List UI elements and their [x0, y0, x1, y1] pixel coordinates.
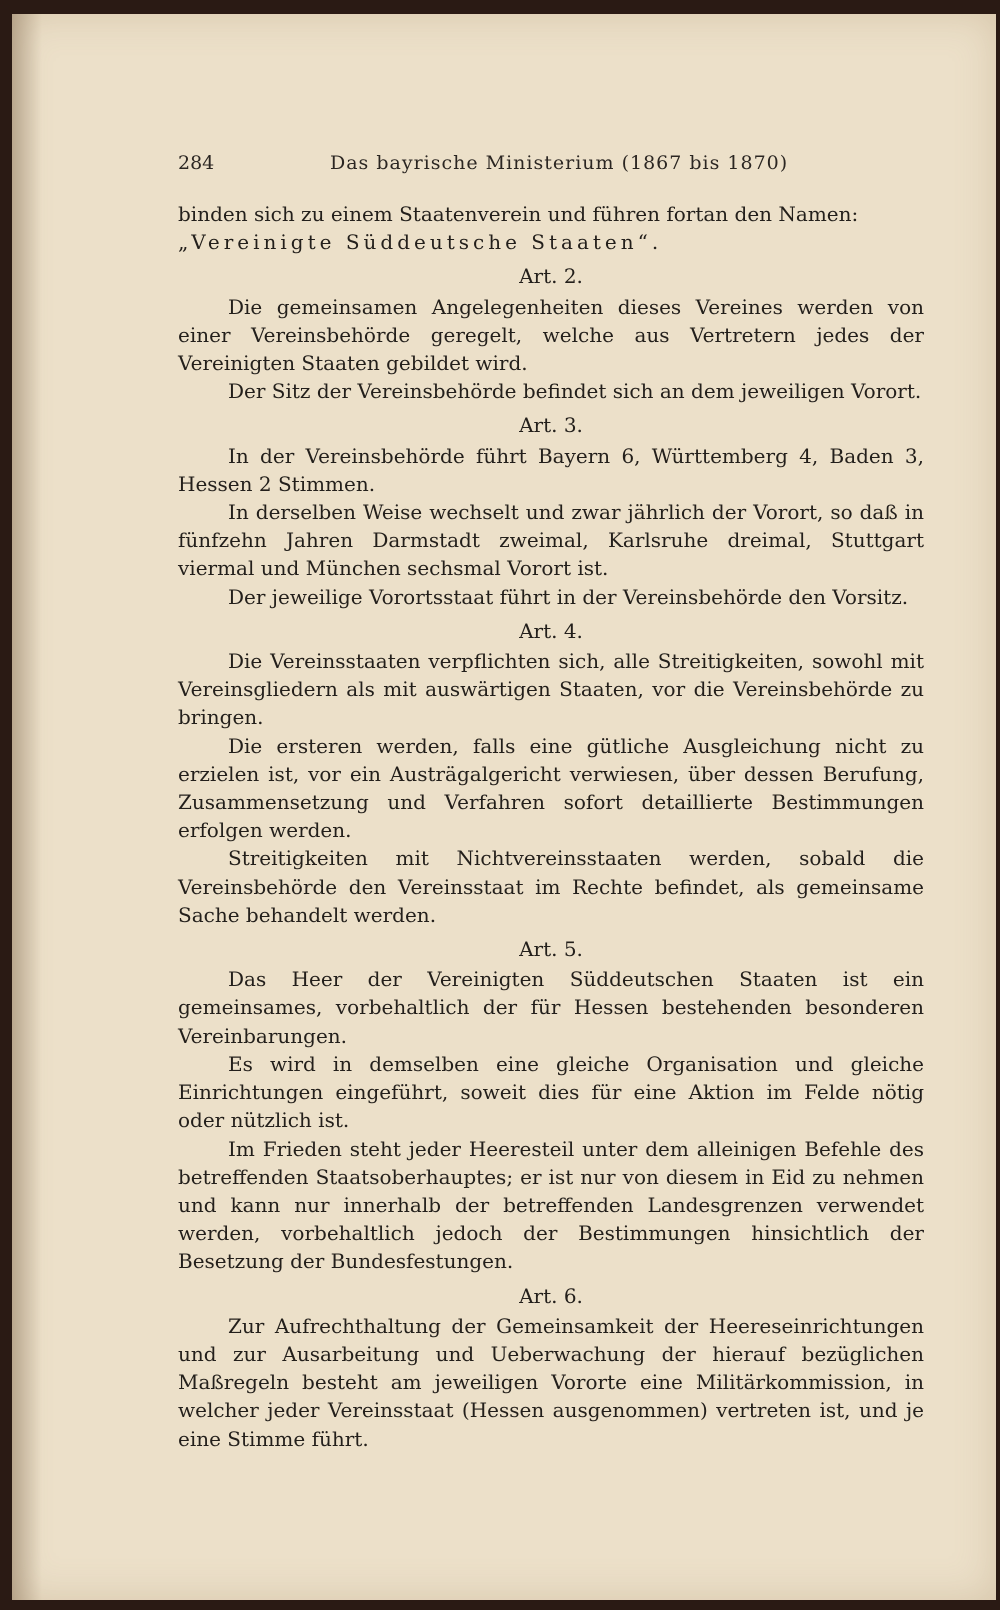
article-2-paragraph-1: Die gemeinsamen Angelegenheiten dieses Vereines werden von einer Vereinsbehörde geregelt, welche aus Vertretern jedes der Vereinigten Staaten gebildet wird. — [178, 294, 924, 376]
article-4-heading: Art. 4. — [519, 618, 583, 643]
article-6-paragraph-1: Zur Aufrechthaltung der Gemeinsamkeit der Heereseinrichtungen und zur Ausarbeitung und Ueberwachung der hierauf bezüglichen Maßregeln besteht am jeweiligen Vororte eine Militärkommission, in welcher jeder Vereinsstaat (Hessen ausgenommen) vertreten ist, und je eine Stimme führt. — [178, 1313, 924, 1451]
article-5-paragraph-2: Es wird in demselben eine gleiche Organisation und gleiche Einrichtungen eingeführt, soweit dies für eine Aktion im Felde nötig oder nützlich ist. — [178, 1051, 924, 1133]
article-3-paragraph-3: Der jeweilige Vorortsstaat führt in der Vereinsbehörde den Vorsitz. — [228, 584, 909, 609]
article-5-paragraph-1: Das Heer der Vereinigten Süddeutschen Staaten ist ein gemeinsames, vorbehaltlich der für Hessen bestehenden besonderen Vereinbarungen. — [178, 967, 924, 1048]
article-3-paragraph-1: In der Vereinsbehörde führt Bayern 6, Württemberg 4, Baden 3, Hessen 2 Stimmen. — [178, 443, 924, 496]
binding-shadow — [12, 14, 42, 1600]
intro-line: binden sich zu einem Staatenverein und führen fortan den Namen: — [178, 202, 859, 226]
intro-name: „Vereinigte Süddeutsche Staaten“. — [178, 230, 663, 255]
article-3-paragraph-2: In derselben Weise wechselt und zwar jährlich der Vorort, so daß in fünfzehn Jahren Darmstadt zweimal, Karlsruhe dreimal, Stuttgart viermal und München sechsmal Vorort ist. — [178, 500, 924, 581]
article-2-paragraph-2: Der Sitz der Vereinsbehörde befindet sich an dem jeweiligen Vorort. — [228, 379, 922, 404]
article-4-paragraph-1: Die Vereinsstaaten verpflichten sich, alle Streitigkeiten, sowohl mit Vereinsgliedern als mit auswärtigen Staaten, vor die Vereinsbehörde zu bringen. — [178, 649, 924, 730]
book-page — [12, 14, 996, 1600]
article-4-paragraph-3: Streitigkeiten mit Nichtvereinsstaaten werden, sobald die Vereinsbehörde den Vereinsstaat im Rechte befindet, als gemeinsame Sache behandelt werden. — [178, 846, 924, 927]
article-5-paragraph-3: Im Frieden steht jeder Heeresteil unter dem alleinigen Befehle des betreffenden Staatsoberhauptes; er ist nur von diesem in Eid zu nehmen und kann nur innerhalb der betreffenden Landesgrenzen verwendet werden, vorbehaltlich jedoch der Bestimmungen hinsichtlich der Besetzung der Bundesfestungen. — [178, 1136, 924, 1274]
article-3-heading: Art. 3. — [519, 413, 583, 438]
running-title: Das bayrische Ministerium (1867 bis 1870) — [330, 152, 789, 174]
article-6-heading: Art. 6. — [519, 1283, 583, 1308]
article-5-heading: Art. 5. — [519, 937, 583, 962]
page-number: 284 — [178, 152, 215, 174]
article-2-heading: Art. 2. — [519, 264, 583, 289]
article-4-paragraph-2: Die ersteren werden, falls eine gütliche Ausgleichung nicht zu erzielen ist, vor ein Austrägalgericht verwiesen, über dessen Berufung, Zusammensetzung und Verfahren sofort detaillierte Bestimmungen erfolgen werden. — [178, 733, 924, 843]
page-body — [178, 200, 924, 1453]
